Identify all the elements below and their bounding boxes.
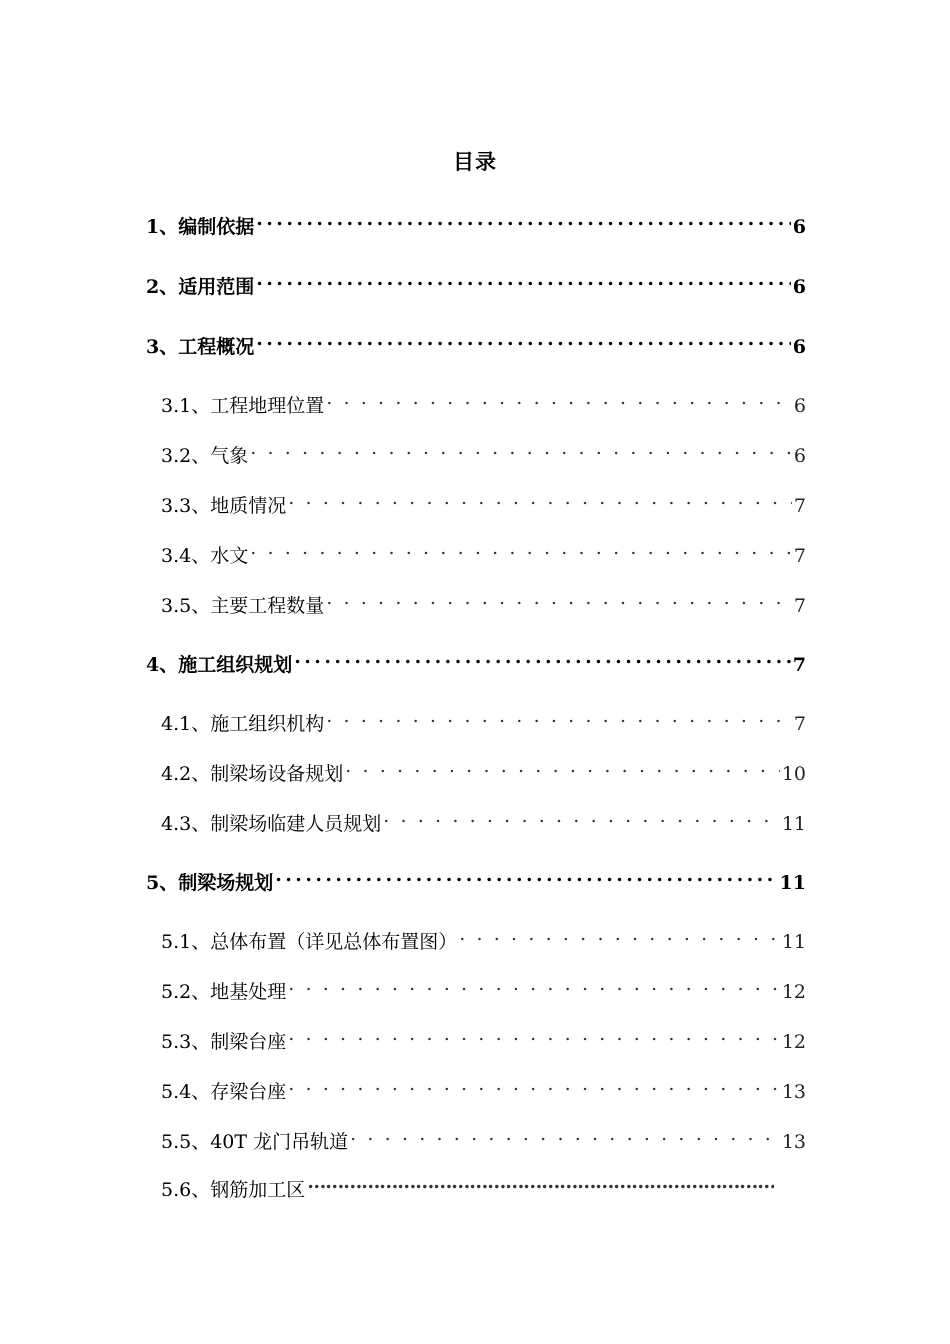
toc-entry-4[interactable] bbox=[146, 643, 806, 676]
toc-leader-dots bbox=[345, 752, 780, 780]
toc-entry-3-3[interactable] bbox=[161, 484, 806, 517]
toc-entry-label: 5.1、总体布置（详见总体布置图） bbox=[161, 931, 458, 953]
toc-entry-page: 11 bbox=[781, 931, 806, 953]
toc-entry-page: 7 bbox=[792, 654, 806, 676]
toc-entry-page: 6 bbox=[792, 276, 806, 298]
toc-leader-dots bbox=[383, 802, 780, 830]
toc-entry-page: 11 bbox=[781, 813, 806, 835]
toc-entry-5-5[interactable] bbox=[161, 1120, 806, 1153]
toc-entry-4-1[interactable] bbox=[161, 702, 806, 735]
toc-entry-3-2[interactable] bbox=[161, 434, 806, 467]
toc-entry-page: 6 bbox=[793, 445, 806, 467]
toc-entry-page: 6 bbox=[793, 395, 806, 417]
toc-entry-label: 5.3、制梁台座 bbox=[161, 1031, 287, 1053]
toc-entry-page: 7 bbox=[793, 595, 806, 617]
toc-entry-label: 3.1、工程地理位置 bbox=[161, 395, 325, 417]
toc-leader-dots bbox=[350, 1120, 780, 1148]
toc-entry-label: 3.5、主要工程数量 bbox=[161, 595, 325, 617]
toc-leader-dots bbox=[250, 434, 792, 462]
toc-entry-label: 4.2、制梁场设备规划 bbox=[161, 763, 344, 785]
toc-entry-label: 5、制梁场规划 bbox=[146, 872, 274, 894]
toc-entry-label: 3.3、地质情况 bbox=[161, 495, 287, 517]
toc-leader-dots bbox=[288, 1020, 780, 1048]
toc-entry-label: 5.5、40T 龙门吊轨道 bbox=[161, 1131, 349, 1153]
toc-entry-page: 12 bbox=[781, 981, 806, 1003]
toc-leader-dots bbox=[307, 1168, 774, 1196]
toc-entry-5-3[interactable] bbox=[161, 1020, 806, 1053]
toc-entry-3-1[interactable] bbox=[161, 384, 806, 417]
toc-leader-dots bbox=[275, 861, 777, 889]
toc-leader-dots bbox=[326, 584, 792, 612]
toc-entry-5-1[interactable] bbox=[161, 920, 806, 953]
toc-entry-4-2[interactable] bbox=[161, 752, 806, 785]
toc-leader-dots bbox=[288, 1070, 780, 1098]
toc-entry-label: 5.6、钢筋加工区 bbox=[161, 1179, 306, 1201]
toc-leader-dots bbox=[288, 970, 780, 998]
toc-entry-page: 6 bbox=[792, 216, 806, 238]
toc-entry-label: 4.3、制梁场临建人员规划 bbox=[161, 813, 382, 835]
toc-leader-dots bbox=[256, 265, 791, 293]
toc-entry-5-6[interactable] bbox=[161, 1168, 776, 1201]
toc-title: 目录 bbox=[453, 149, 497, 174]
toc-entry-page: 7 bbox=[793, 495, 806, 517]
toc-entry-label: 3.2、气象 bbox=[161, 445, 249, 467]
toc-entry-3-4[interactable] bbox=[161, 534, 806, 567]
toc-entry-label: 4、施工组织规划 bbox=[146, 654, 293, 676]
toc-entry-4-3[interactable] bbox=[161, 802, 806, 835]
toc-entry-page: 12 bbox=[781, 1031, 806, 1053]
toc-entry-3-5[interactable] bbox=[161, 584, 806, 617]
toc-leader-dots bbox=[250, 534, 792, 562]
toc-entry-label: 3、工程概况 bbox=[146, 336, 255, 358]
toc-entry-page: 10 bbox=[781, 763, 806, 785]
toc-entry-page: 13 bbox=[781, 1081, 806, 1103]
toc-leader-dots bbox=[288, 484, 792, 512]
toc-entry-3[interactable] bbox=[146, 325, 806, 358]
toc-entry-label: 4.1、施工组织机构 bbox=[161, 713, 325, 735]
toc-leader-dots bbox=[256, 325, 791, 353]
toc-entry-5[interactable] bbox=[146, 861, 806, 894]
toc-leader-dots bbox=[326, 384, 792, 412]
toc-entry-label: 5.4、存梁台座 bbox=[161, 1081, 287, 1103]
toc-entry-page: 7 bbox=[793, 545, 806, 567]
toc-leader-dots bbox=[459, 920, 780, 948]
toc-entry-5-4[interactable] bbox=[161, 1070, 806, 1103]
toc-leader-dots bbox=[326, 702, 792, 730]
toc-entry-page: 13 bbox=[781, 1131, 806, 1153]
toc-entry-label: 5.2、地基处理 bbox=[161, 981, 287, 1003]
toc-entry-page: 11 bbox=[779, 872, 806, 894]
toc-entry-label: 2、适用范围 bbox=[146, 276, 255, 298]
toc-entry-label: 1、编制依据 bbox=[146, 216, 255, 238]
toc-entry-page: 6 bbox=[792, 336, 806, 358]
toc-leader-dots bbox=[256, 205, 791, 233]
toc-entry-label: 3.4、水文 bbox=[161, 545, 249, 567]
toc-leader-dots bbox=[294, 643, 791, 671]
toc-entry-2[interactable] bbox=[146, 265, 806, 298]
toc-entry-5-2[interactable] bbox=[161, 970, 806, 1003]
toc-entry-page: 7 bbox=[793, 713, 806, 735]
toc-entry-1[interactable] bbox=[146, 205, 806, 238]
